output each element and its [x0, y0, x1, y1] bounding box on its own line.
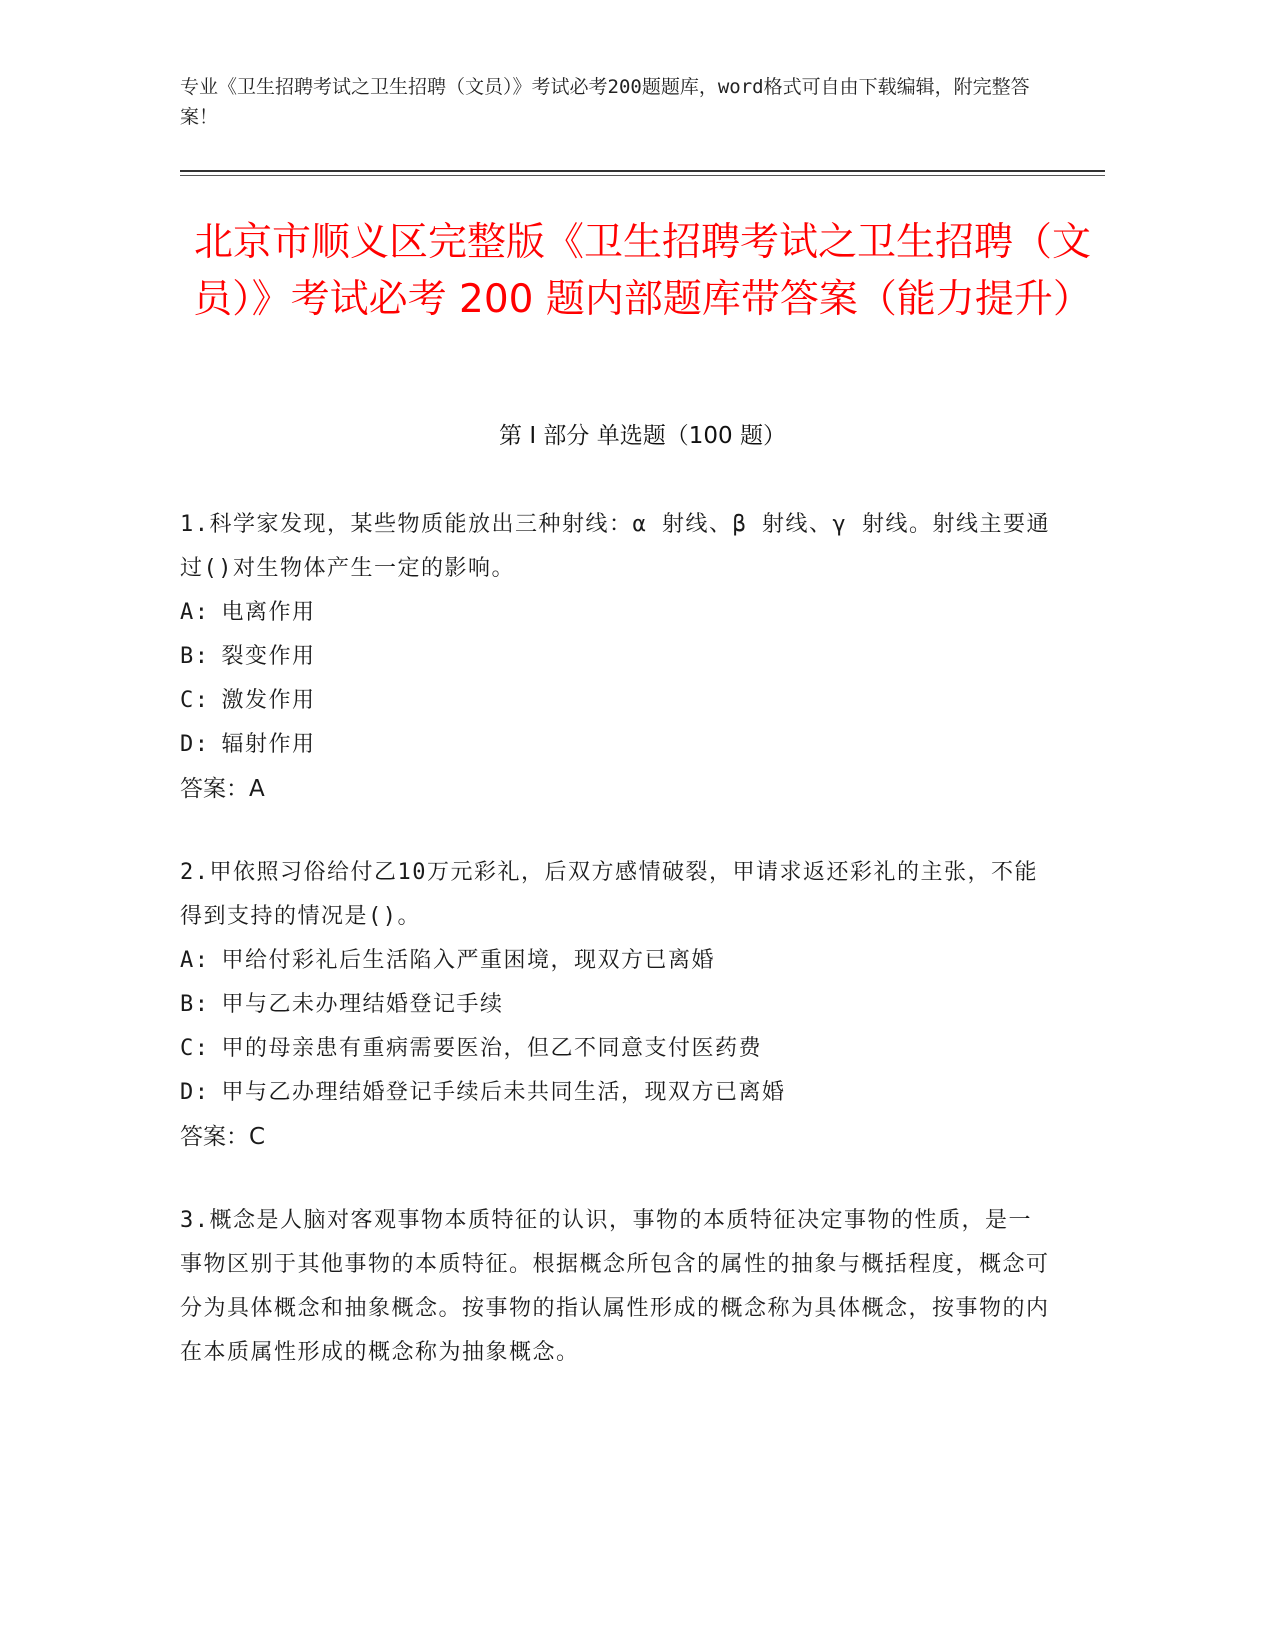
header-divider-thin: [180, 175, 1105, 176]
question-3: [180, 1199, 1050, 1375]
option-c: [180, 679, 1050, 723]
option-letter: A:: [180, 948, 210, 973]
option-text: 激发作用: [221, 688, 316, 713]
option-b: [180, 635, 1050, 679]
option-letter: D:: [180, 1080, 210, 1105]
option-letter: D:: [180, 732, 210, 757]
option-letter: C:: [180, 688, 210, 713]
option-text: 电离作用: [221, 600, 316, 625]
header-divider-thick: [180, 170, 1105, 172]
question-2: [180, 851, 1050, 1159]
header-note: 专业《卫生招聘考试之卫生招聘（文员）》考试必考200题题库，word格式可自由下载编辑，附完整答案！: [180, 76, 1030, 128]
section-heading: 第 I 部分 单选题（100 题）: [499, 423, 786, 449]
option-letter: B:: [180, 644, 210, 669]
answer-line: 答案：A: [180, 776, 265, 802]
option-d: [180, 1071, 1050, 1115]
question-list: [180, 503, 1050, 1415]
answer-line: 答案：C: [180, 1124, 266, 1150]
option-c: [180, 1027, 1050, 1071]
option-text: 甲给付彩礼后生活陷入严重困境，现双方已离婚: [221, 948, 716, 973]
option-text: 甲的母亲患有重病需要医治，但乙不同意支付医药费: [221, 1036, 763, 1061]
document-title: 北京市顺义区完整版《卫生招聘考试之卫生招聘（文员）》考试必考 200 题内部题库带答案（能力提升）: [193, 220, 1092, 322]
option-d: [180, 723, 1050, 767]
option-a: [180, 591, 1050, 635]
option-text: 裂变作用: [221, 644, 316, 669]
option-letter: B:: [180, 992, 210, 1017]
option-a: [180, 939, 1050, 983]
question-stem: 1.科学家发现，某些物质能放出三种射线：α 射线、β 射线、γ 射线。射线主要通过()对生物体产生一定的影响。: [180, 512, 1050, 581]
option-letter: A:: [180, 600, 210, 625]
option-letter: C:: [180, 1036, 210, 1061]
option-text: 甲与乙办理结婚登记手续后未共同生活，现双方已离婚: [221, 1080, 786, 1105]
question-stem: 2.甲依照习俗给付乙10万元彩礼，后双方感情破裂，甲请求返还彩礼的主张，不能得到支持的情况是()。: [180, 860, 1038, 929]
question-1: [180, 503, 1050, 811]
option-text: 甲与乙未办理结婚登记手续: [221, 992, 504, 1017]
question-stem: 3.概念是人脑对客观事物本质特征的认识，事物的本质特征决定事物的性质，是一事物区别于其他事物的本质特征。根据概念所包含的属性的抽象与概括程度，概念可分为具体概念和抽象概念。按事物的指认属性形成的概念称为具体概念，按事物的内在本质属性形成的概念称为抽象概念。: [180, 1208, 1050, 1365]
option-b: [180, 983, 1050, 1027]
option-text: 辐射作用: [221, 732, 316, 757]
